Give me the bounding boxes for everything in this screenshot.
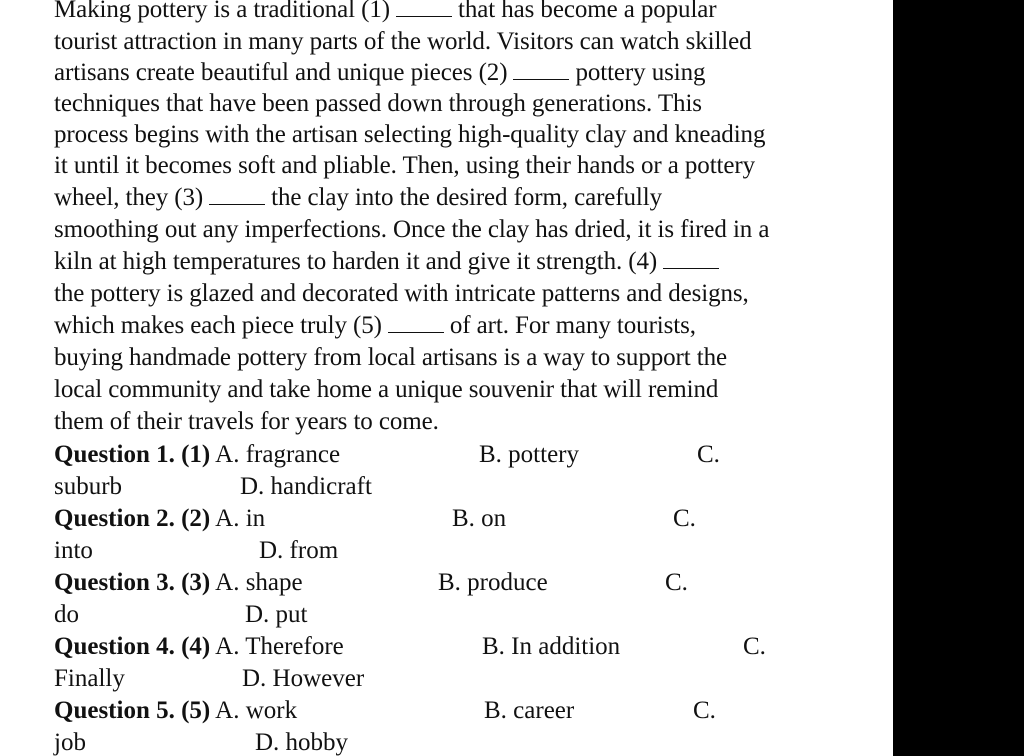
- option-c-text[interactable]: Finally: [54, 665, 125, 692]
- passage-text: process begins with the artisan selecting high-quality clay and kneading: [54, 121, 766, 148]
- passage-text: buying handmade pottery from local artisans is a way to support the: [54, 344, 728, 371]
- passage-text: wheel, they (3): [54, 184, 204, 211]
- option-b[interactable]: B. career: [484, 697, 575, 724]
- passage-line-12: [54, 342, 727, 373]
- question-3-stem: [54, 567, 303, 598]
- blank-2: [513, 61, 569, 80]
- question-number: (1): [181, 441, 211, 468]
- question-number: (4): [181, 633, 211, 660]
- option-d[interactable]: D. from: [259, 537, 339, 564]
- option-d[interactable]: D. put: [245, 601, 308, 628]
- passage-line-4: [54, 88, 702, 119]
- blank-1: [396, 0, 452, 17]
- blank-5: [388, 314, 444, 333]
- passage-text: kiln at high temperatures to harden it and give it strength. (4): [54, 248, 658, 275]
- option-c-text[interactable]: into: [54, 537, 93, 564]
- passage-line-3: [54, 57, 705, 88]
- question-number: (5): [181, 697, 211, 724]
- passage-line-8: [54, 214, 769, 245]
- option-d[interactable]: D. handicraft: [240, 473, 372, 500]
- option-a[interactable]: A. work: [215, 697, 298, 724]
- blank-3: [209, 186, 265, 205]
- option-d[interactable]: D. hobby: [255, 729, 349, 756]
- option-d[interactable]: D. However: [242, 665, 365, 692]
- question-label: Question 3.: [54, 569, 175, 596]
- option-a[interactable]: A. shape: [215, 569, 303, 596]
- option-c-label[interactable]: C.: [743, 633, 766, 660]
- passage-text: artisans create beautiful and unique pieces (2): [54, 59, 508, 86]
- passage-text: smoothing out any imperfections. Once the clay has dried, it is fired in a: [54, 216, 770, 243]
- question-label: Question 1.: [54, 441, 175, 468]
- question-number: (3): [181, 569, 211, 596]
- passage-text: local community and take home a unique souvenir that will remind: [54, 376, 719, 403]
- question-label: Question 5.: [54, 697, 175, 724]
- passage-line-13: [54, 374, 718, 405]
- passage-line-10: [54, 278, 749, 309]
- passage-text: of art. For many tourists,: [449, 312, 696, 339]
- option-c-text[interactable]: suburb: [54, 473, 123, 500]
- passage-line-5: [54, 119, 765, 150]
- question-2-stem: [54, 503, 265, 534]
- option-b[interactable]: B. produce: [438, 569, 548, 596]
- passage-text: Making pottery is a traditional (1): [54, 0, 391, 23]
- question-5-stem: [54, 695, 297, 726]
- option-c-label[interactable]: C.: [673, 505, 696, 532]
- passage-text: the pottery is glazed and decorated with intricate patterns and designs,: [54, 280, 749, 307]
- passage-line-7: [54, 182, 662, 213]
- option-b[interactable]: B. pottery: [479, 441, 579, 468]
- option-a[interactable]: A. Therefore: [215, 633, 344, 660]
- passage-text: them of their travels for years to come.: [54, 408, 439, 435]
- question-label: Question 4.: [54, 633, 175, 660]
- option-a[interactable]: A. in: [215, 505, 266, 532]
- question-label: Question 2.: [54, 505, 175, 532]
- option-b[interactable]: B. on: [452, 505, 507, 532]
- passage-line-9: [54, 246, 725, 277]
- passage-text: it until it becomes soft and pliable. Then, using their hands or a pottery: [54, 152, 756, 179]
- option-b[interactable]: B. In addition: [482, 633, 621, 660]
- blank-4: [663, 250, 719, 269]
- question-1-stem: [54, 439, 340, 470]
- option-c-label[interactable]: C.: [697, 441, 720, 468]
- passage-line-14: [54, 406, 439, 437]
- passage-line-6: [54, 150, 755, 181]
- passage-text: pottery using: [575, 59, 706, 86]
- option-a[interactable]: A. fragrance: [215, 441, 341, 468]
- passage-text: that has become a popular: [458, 0, 717, 23]
- passage-line-11: [54, 310, 696, 341]
- passage-line-2: [54, 26, 752, 57]
- passage-text: tourist attraction in many parts of the world. Visitors can watch skilled: [54, 28, 752, 55]
- option-c-label[interactable]: C.: [693, 697, 716, 724]
- passage-text: the clay into the desired form, carefully: [271, 184, 663, 211]
- question-number: (2): [181, 505, 211, 532]
- passage-line-1: [54, 0, 717, 25]
- option-c-text[interactable]: job: [54, 729, 86, 756]
- passage-text: which makes each piece truly (5): [54, 312, 382, 339]
- passage-text: techniques that have been passed down through generations. This: [54, 90, 702, 117]
- option-c-text[interactable]: do: [54, 601, 79, 628]
- question-4-stem: [54, 631, 344, 662]
- option-c-label[interactable]: C.: [665, 569, 688, 596]
